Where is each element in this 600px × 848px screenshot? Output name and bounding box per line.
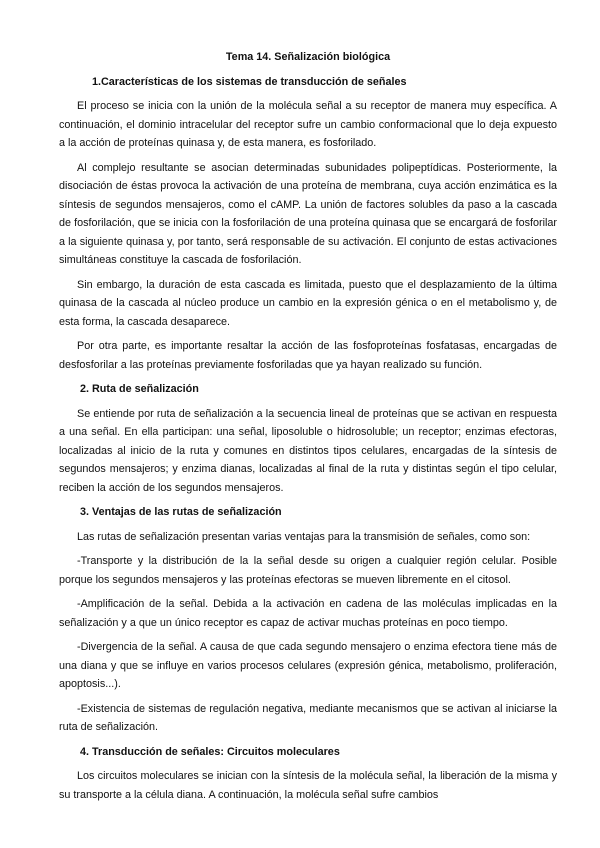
paragraph: Sin embargo, la duración de esta cascada es limitada, puesto que el desplazamiento de la última quinasa de la cascada al núcleo produce un cambio en la expresión génica o en el metabolismo y, de esta forma, la cascada desaparece. <box>59 278 557 328</box>
list-item: -Existencia de sistemas de regulación negativa, mediante mecanismos que se activan al iniciarse la ruta de señalización. <box>59 702 557 733</box>
page-title: Tema 14. Señalización biológica <box>225 51 391 63</box>
paragraph: Al complejo resultante se asocian determinadas subunidades polipeptídicas. Posteriormente, la disociación de éstas provoca la activación de una proteína de membrana, cuya acción enzimática es la síntesis de segundos mensajeros, como el cAMP. La unión de factores solubles da paso a la cascada de fosforilación, que se inicia con la fosforilación de una proteína quinasa que se encargará de fosforilar a la siguiente quinasa y, por tanto, será responsable de su activación. El conjunto de estas activaciones simultáneas constituye la cascada de fosforilación. <box>59 161 557 266</box>
list-item: -Divergencia de la señal. A causa de que cada segundo mensajero o enzima efectora tiene más de una diana y que se influye en varios procesos celulares (expresión génica, metabolismo, proliferación, apoptosis...). <box>59 641 557 690</box>
list-item: -Amplificación de la señal. Debida a la activación en cadena de las moléculas implicadas en la señalización y a que un único receptor es capaz de activar muchas proteínas en poco tiempo. <box>59 598 557 629</box>
section-heading-3: 3. Ventajas de las rutas de señalización <box>80 506 282 518</box>
document-body <box>59 48 557 810</box>
paragraph: El proceso se inicia con la unión de la molécula señal a su receptor de manera muy específica. A continuación, el dominio intracelular del receptor sufre un cambio conformacional que lo deja expuesto a la acción de proteínas quinasa y, de esta manera, es fosforilado. <box>59 100 557 149</box>
paragraph: Por otra parte, es importante resaltar la acción de las fosfoproteínas fosfatasas, encargadas de desfosforilar a las proteínas previamente fosforiladas que ya hayan realizado su función. <box>59 340 557 371</box>
section-heading-4: 4. Transducción de señales: Circuitos moleculares <box>80 745 340 758</box>
paragraph: Las rutas de señalización presentan varias ventajas para la transmisión de señales, como son: <box>77 530 531 543</box>
list-item: -Transporte y la distribución de la la señal desde su origen a cualquier región celular. Posible porque los segundos mensajeros y las proteínas efectoras se mueven libremente en el citosol. <box>59 555 557 586</box>
section-heading-2: 2. Ruta de señalización <box>80 383 199 395</box>
paragraph: Los circuitos moleculares se inician con la síntesis de la molécula señal, la liberación de la misma y su transporte a la célula diana. A continuación, la molécula señal sufre cambios <box>59 770 557 801</box>
paragraph: Se entiende por ruta de señalización a la secuencia lineal de proteínas que se activan en respuesta a una señal. En ella participan: una señal, liposoluble o hidrosoluble; un receptor; enzimas efectoras, localizadas al inicio de la ruta y comunes en distintos tipos celulares, encargadas de la síntesis de segundos mensajeros; y enzima dianas, localizadas al final de la ruta y distintas según el tipo celular, reciben la acción de los segundos mensajeros. <box>59 407 557 494</box>
section-heading-1: 1.Características de los sistemas de transducción de señales <box>92 75 407 88</box>
